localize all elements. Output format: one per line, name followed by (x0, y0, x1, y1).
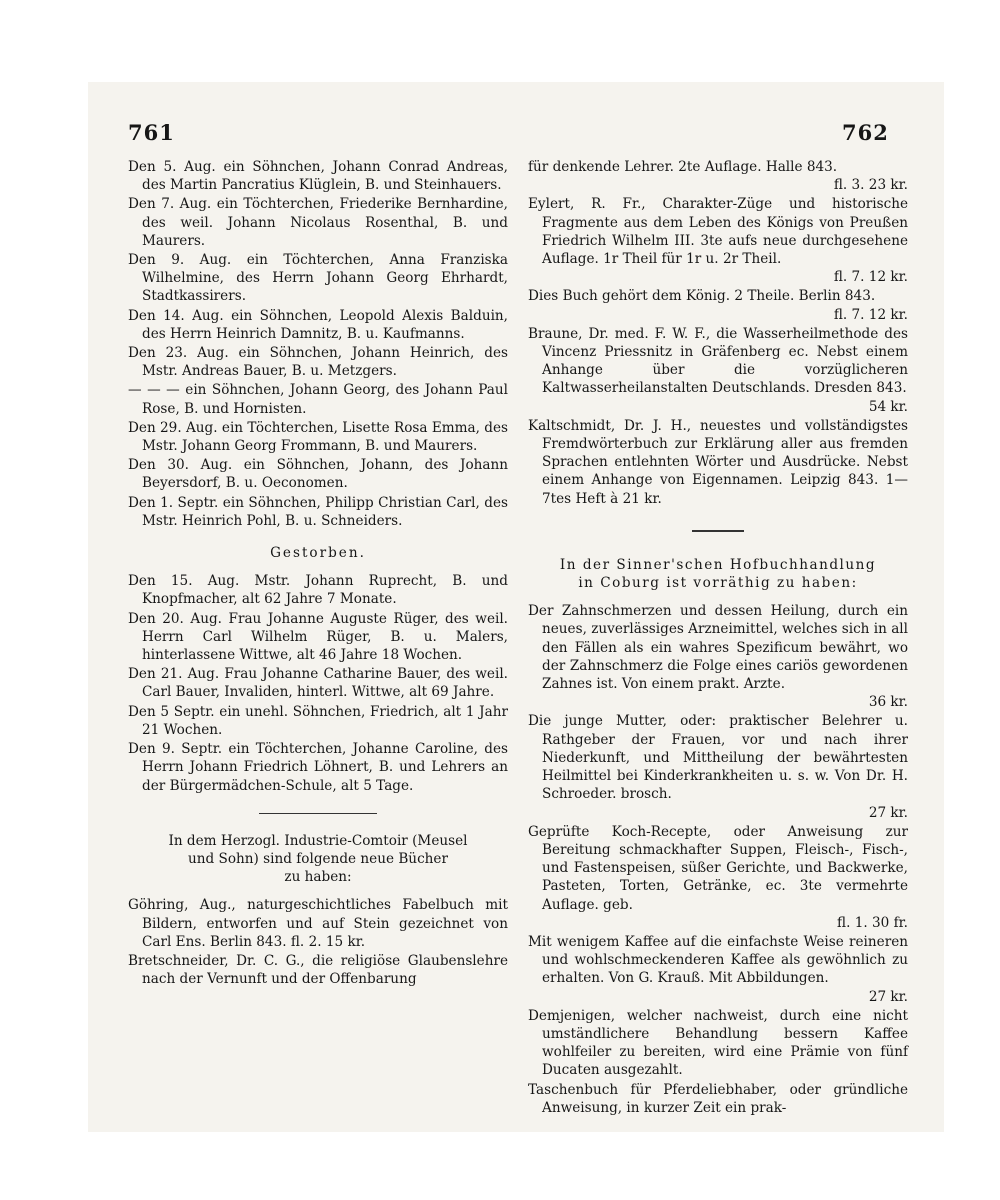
birth-entry: Den 23. Aug. ein Söhnchen, Johann Heinrich, des Mstr. Andreas Bauer, B. u. Metzgers. (128, 345, 508, 380)
deaths-heading: Gestorben. (270, 545, 366, 562)
page-number-right: 762 (842, 120, 889, 145)
death-entry: Den 9. Septr. ein Töchterchen, Johanne Caroline, des Herrn Johann Friedrich Löhnert, B. und Lehrers an der Bürgermädchen-Schule, alt 5 Tage. (128, 741, 508, 794)
bookshop-notice-left (128, 832, 508, 887)
death-entry: Den 5 Septr. ein unehl. Söhnchen, Friedrich, alt 1 Jahr 21 Wochen. (128, 703, 508, 738)
book-price: fl. 3. 23 kr. (833, 177, 908, 194)
section-divider (259, 813, 377, 814)
notice-line: in Coburg ist vorräthig zu haben: (578, 575, 858, 592)
book-text: Kaltschmidt, Dr. J. H., neuestes und vollständigstes Fremdwörterbuch zur Erklärung aller aus fremden Sprachen entlehnten Wörter und Ausdrücke. Nebst einem Anhange von Eigennamen. Leipzig 843. 1—7tes Heft à 21 kr. (528, 417, 908, 507)
book-price: 36 kr. (868, 694, 908, 711)
page-number-left: 761 (128, 120, 175, 145)
births-list (128, 158, 508, 530)
book-entry (528, 712, 908, 821)
book-entry (528, 602, 908, 711)
book-text: Die junge Mutter, oder: praktischer Belehrer u. Rathgeber der Frauen, vor und nach ihrer Niederkunft, und Mittheilung der bewährtesten Heilmittel bei Kinderkrankheiten u. s. w. Von Dr. H. Schroeder. brosch. (528, 713, 908, 803)
book-price: fl. 7. 12 kr. (833, 306, 908, 323)
birth-entry: Den 7. Aug. ein Töchterchen, Friederike Bernhardine, des weil. Johann Nicolaus Rosenthal, B. und Maurers. (128, 196, 508, 249)
book-entry (528, 195, 908, 286)
book-text: Demjenigen, welcher nachweist, durch eine nicht umständlichere Behandlung bessern Kaffee wohlfeiler zu bereiten, wird eine Prämie von fünf Ducaten ausgezahlt. (528, 1007, 908, 1079)
deaths-list (128, 572, 508, 794)
death-entry: Den 20. Aug. Frau Johanne Auguste Rüger, des weil. Herrn Carl Wilhelm Rüger, B. u. Malers, hinterlassene Wittwe, alt 46 Jahre 18 Wochen. (128, 610, 508, 664)
birth-entry: Den 1. Septr. ein Söhnchen, Philipp Christian Carl, des Mstr. Heinrich Pohl, B. u. Schneiders. (128, 494, 508, 529)
book-price: 54 kr. (868, 398, 908, 415)
book-list-right (528, 602, 908, 1117)
book-price: 27 kr. (868, 988, 908, 1005)
book-entry (528, 287, 908, 323)
book-entry (528, 1007, 908, 1080)
birth-entry: Den 9. Aug. ein Töchterchen, Anna Franziska Wilhelmine, des Herrn Johann Georg Ehrhardt, Stadtkassirers. (128, 252, 508, 305)
book-entry (528, 933, 908, 1006)
book-text: Der Zahnschmerzen und dessen Heilung, durch ein neues, zuverlässiges Arzneimittel, welches sich in all den Fällen als ein wahres Spezificum bewährt, wo der Zahnschmerz die Folge eines cariös gewordenen Zahnes ist. Von einem prakt. Arzte. (528, 603, 908, 693)
book-text: Braune, Dr. med. F. W. F., die Wasserheilmethode des Vincenz Priessnitz in Gräfenberg ec. Nebst einem Anhange über die vorzüglicheren Kaltwasserheilanstalten Deutschlands. Dresden 843. (528, 325, 908, 397)
left-column (128, 158, 508, 989)
book-text: Dies Buch gehört dem König. 2 Theile. Berlin 843. (528, 288, 876, 305)
book-entry (528, 1081, 908, 1117)
birth-entry: Den 14. Aug. ein Söhnchen, Leopold Alexis Balduin, des Herrn Heinrich Damnitz, B. u. Kaufmanns. (128, 307, 508, 342)
right-column (528, 158, 908, 1118)
book-entry: Göhring, Aug., naturgeschichtliches Fabelbuch mit Bildern, entworfen und auf Stein gezeichnet von Carl Ens. Berlin 843. fl. 2. 15 kr. (128, 897, 508, 950)
book-entry (528, 823, 908, 932)
book-entry-continuation (528, 158, 908, 194)
book-text: Eylert, R. Fr., Charakter-Züge und historische Fragmente aus dem Leben des Königs von Preußen Friedrich Wilhelm III. 3te aufs neue durchgesehene Auflage. 1r Theil für 1r u. 2r Theil. (528, 196, 908, 268)
book-entry (528, 417, 908, 508)
book-price: 27 kr. (868, 804, 908, 821)
book-text: Mit wenigem Kaffee auf die einfachste Weise reineren und wohlschmeckenderen Kaffee als gewöhnlich zu erhalten. Von G. Krauß. Mit Abbildungen. (528, 933, 908, 987)
bookshop-notice-right (528, 556, 908, 592)
book-text: Taschenbuch für Pferdeliebhaber, oder gründliche Anweisung, in kurzer Zeit ein prak- (528, 1081, 908, 1116)
birth-entry: Den 5. Aug. ein Söhnchen, Johann Conrad Andreas, des Martin Pancratius Klüglein, B. und Steinhauers. (128, 159, 508, 194)
book-text: Geprüfte Koch-Recepte, oder Anweisung zur Bereitung schmackhafter Suppen, Fleisch-, Fisch-, und Fastenspeisen, süßer Gerichte, und Backwerke, Pasteten, Torten, Getränke, ec. 3te vermehrte Auflage. geb. (528, 823, 908, 913)
book-text: für denkende Lehrer. 2te Auflage. Halle 843. (528, 159, 838, 175)
section-divider (692, 530, 744, 532)
birth-entry: Den 30. Aug. ein Söhnchen, Johann, des Johann Beyersdorf, B. u. Oeconomen. (128, 457, 508, 492)
death-entry: Den 15. Aug. Mstr. Johann Ruprecht, B. und Knopfmacher, alt 62 Jahre 7 Monate. (128, 573, 508, 608)
book-price: fl. 7. 12 kr. (833, 269, 908, 286)
notice-line: In der Sinner'schen Hofbuchhandlung (559, 556, 877, 573)
notice-line: In dem Herzogl. Industrie-Comtoir (Meusel (168, 832, 468, 849)
book-list-left (128, 896, 508, 988)
book-entry (528, 325, 908, 416)
birth-entry: Den 29. Aug. ein Töchterchen, Lisette Rosa Emma, des Mstr. Johann Georg Frommann, B. und Maurers. (128, 419, 508, 455)
book-price: fl. 1. 30 fr. (837, 914, 908, 931)
death-entry: Den 21. Aug. Frau Johanne Catharine Bauer, des weil. Carl Bauer, Invaliden, hinterl. Wittwe, alt 69 Jahre. (128, 666, 508, 701)
notice-line: und Sohn) sind folgende neue Bücher (188, 850, 448, 867)
notice-line: zu haben: (284, 869, 352, 886)
birth-entry: — — — ein Söhnchen, Johann Georg, des Johann Paul Rose, B. und Hornisten. (128, 382, 508, 417)
book-entry: Bretschneider, Dr. C. G., die religiöse Glaubenslehre nach der Vernunft und der Offenbarung (128, 952, 508, 988)
